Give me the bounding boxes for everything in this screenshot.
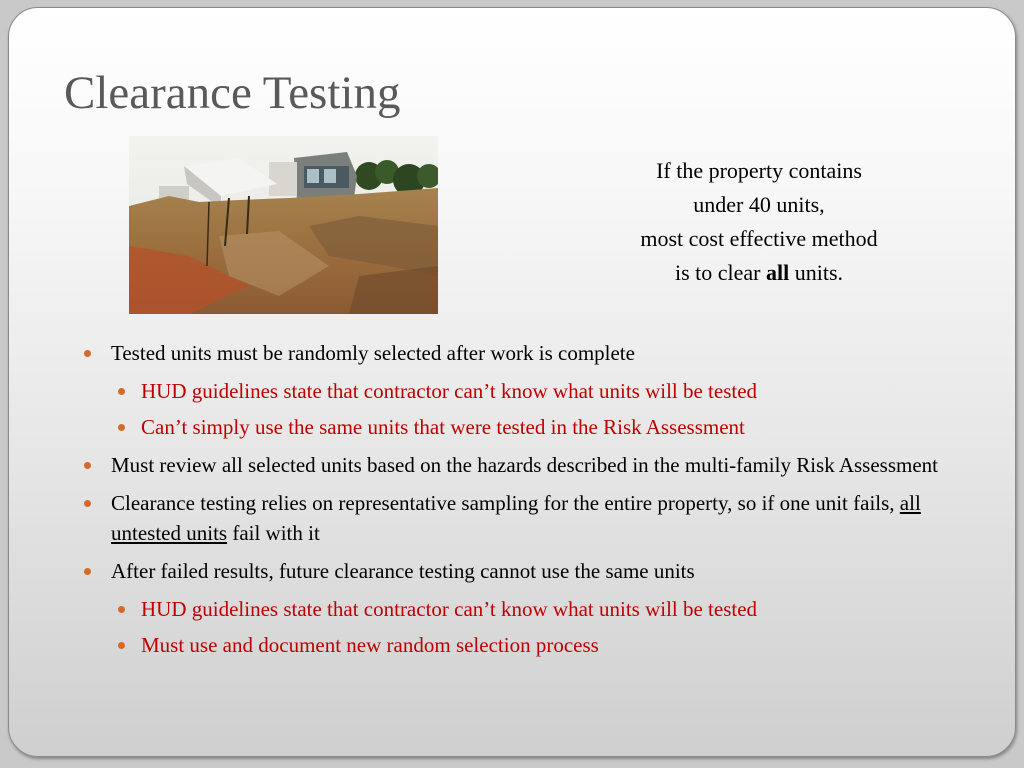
bullet-item [81, 488, 961, 548]
bullet-dot-icon [118, 388, 125, 395]
sub-bullet-item [81, 594, 961, 624]
bullet-group-4 [81, 556, 961, 660]
bullet-dot-icon [118, 424, 125, 431]
callout-line-4 [569, 256, 949, 290]
bullet-dot-icon [84, 462, 91, 469]
bullet-text: Must review all selected units based on the hazards described in the multi-family Risk Assessment [111, 453, 938, 477]
callout-line-4-pre: is to clear [674, 260, 766, 285]
bullet-item [81, 338, 961, 368]
bullet-text: After failed results, future clearance testing cannot use the same units [111, 559, 695, 583]
bullet-text: Tested units must be randomly selected after work is complete [111, 341, 635, 365]
callout-text [569, 154, 949, 290]
bullet-list [81, 338, 961, 668]
bullet-dot-icon [84, 568, 91, 575]
bullet-dot-icon [118, 606, 125, 613]
sub-bullet-text: HUD guidelines state that contractor can’t know what units will be tested [141, 597, 758, 621]
slide-title: Clearance Testing [64, 67, 401, 119]
landslide-houses-photo [129, 136, 438, 314]
callout-line-2: under 40 units, [693, 192, 825, 217]
sub-bullet-item [81, 376, 961, 406]
bullet-dot-icon [84, 500, 91, 507]
bullet-text-pre: Clearance testing relies on representative sampling for the entire property, so if one unit fails, [111, 491, 900, 515]
sub-bullet-item [81, 630, 961, 660]
callout-line-3: most cost effective method [640, 226, 878, 251]
sub-bullet-text: Must use and document new random selection process [141, 633, 599, 657]
bullet-group-1 [81, 338, 961, 442]
photo-illustration [129, 136, 438, 314]
bullet-text-post: fail with it [227, 521, 320, 545]
callout-line-4-post: units. [789, 260, 844, 285]
sub-bullet-text: HUD guidelines state that contractor can’t know what units will be tested [141, 379, 758, 403]
bullet-dot-icon [84, 350, 91, 357]
callout-emphasis: all [766, 260, 790, 285]
sub-bullet-item [81, 412, 961, 442]
bullet-underlined-text: all untested units [111, 491, 921, 545]
bullet-item [81, 556, 961, 586]
bullet-dot-icon [118, 642, 125, 649]
sub-bullet-text: Can’t simply use the same units that were tested in the Risk Assessment [141, 415, 745, 439]
slide [8, 7, 1016, 757]
bullet-item [81, 450, 961, 480]
callout-line-1: If the property contains [656, 158, 862, 183]
